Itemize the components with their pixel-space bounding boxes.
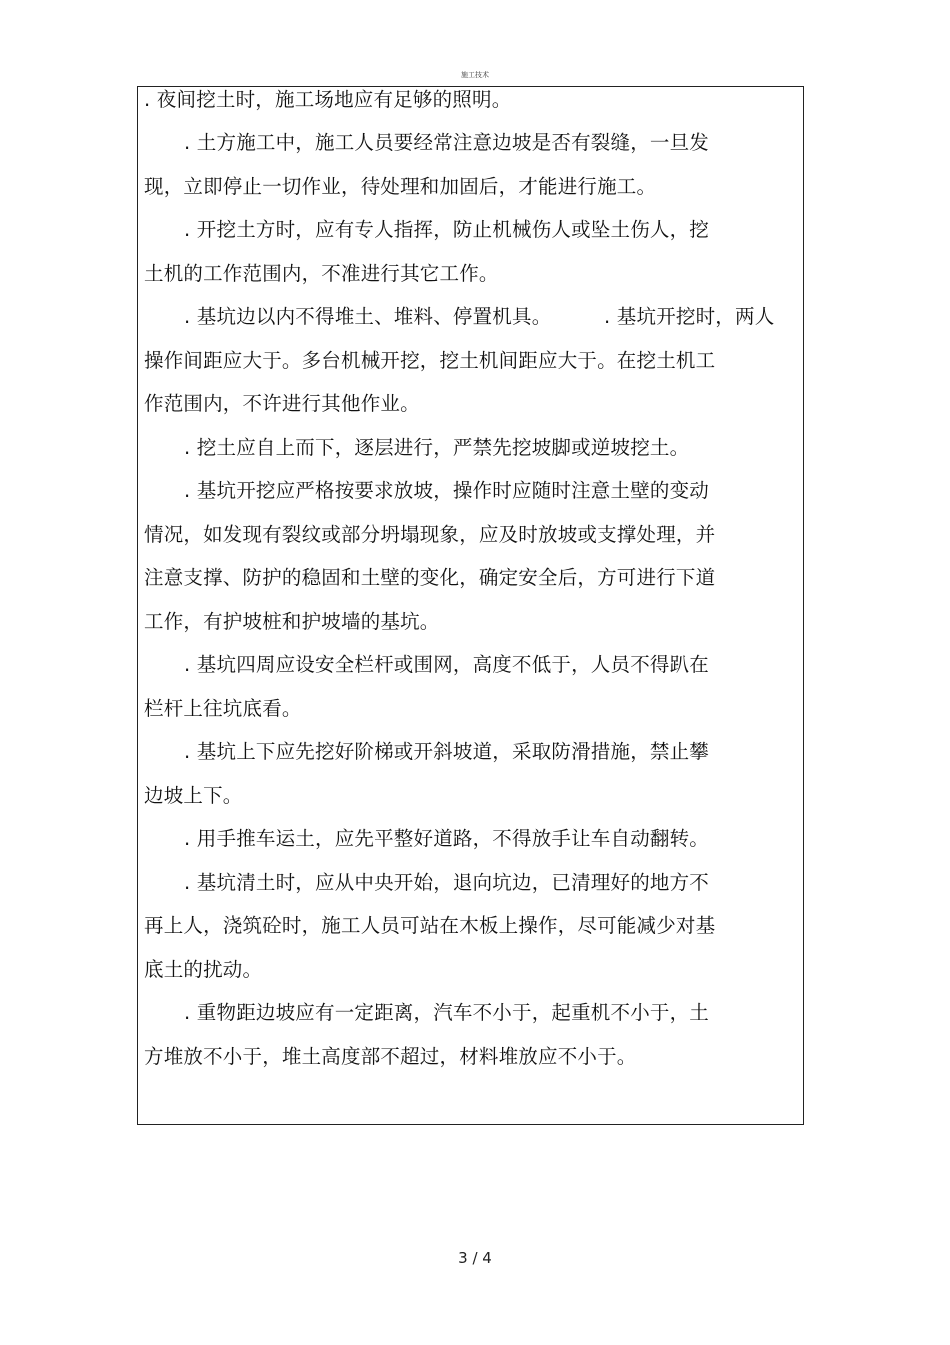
text-line: 注意支撑、防护的稳固和土壁的变化，确定安全后，方可进行下道 (144, 566, 716, 589)
text-line: . 基坑四周应设安全栏杆或围网，高度不低于，人员不得趴在 (184, 653, 709, 676)
text-line: 工作，有护坡桩和护坡墙的基坑。 (144, 610, 440, 633)
text-line: . 开挖土方时，应有专人指挥，防止机械伤人或坠土伤人，挖 (184, 218, 709, 241)
text-line: . 土方施工中，施工人员要经常注意边坡是否有裂缝，一旦发 (184, 131, 709, 154)
text-line: 情况，如发现有裂纹或部分坍塌现象，应及时放坡或支撑处理，并 (144, 523, 716, 546)
text-line: . 基坑开挖应严格按要求放坡，操作时应随时注意土壁的变动 (184, 479, 709, 502)
text-line: . 重物距边坡应有一定距离，汽车不小于，起重机不小于，土 (184, 1001, 709, 1024)
text-line: 边坡上下。 (144, 784, 243, 807)
text-line: . 基坑上下应先挖好阶梯或开斜坡道，采取防滑措施，禁止攀 (184, 740, 709, 763)
running-header: 施工技术 (461, 71, 489, 79)
text-line: 方堆放不小于，堆土高度部不超过，材料堆放应不小于。 (144, 1045, 637, 1068)
text-line: . 基坑清土时，应从中央开始，退向坑边，已清理好的地方不 (184, 871, 709, 894)
page-number: 3 / 4 (458, 1249, 492, 1267)
text-line: . 挖土应自上而下，逐层进行，严禁先挖坡脚或逆坡挖土。 (184, 436, 690, 459)
text-line: . 基坑边以内不得堆土、堆料、停置机具。 (184, 305, 552, 328)
text-line: 操作间距应大于。多台机械开挖，挖土机间距应大于。在挖土机工 (144, 349, 716, 372)
text-line: 底土的扰动。 (144, 958, 263, 981)
text-line: . 基坑开挖时，两人 (604, 305, 775, 328)
text-line: 现，立即停止一切作业，待处理和加固后，才能进行施工。 (144, 175, 657, 198)
text-line: . 用手推车运土，应先平整好道路，不得放手让车自动翻转。 (184, 827, 709, 850)
text-line: 作范围内，不许进行其他作业。 (144, 392, 420, 415)
text-line: . 夜间挖土时，施工场地应有足够的照明。 (144, 88, 512, 111)
text-line: 土机的工作范围内，不准进行其它工作。 (144, 262, 499, 285)
text-line: 栏杆上往坑底看。 (144, 697, 302, 720)
text-line: 再上人，浇筑砼时，施工人员可站在木板上操作，尽可能减少对基 (144, 914, 716, 937)
